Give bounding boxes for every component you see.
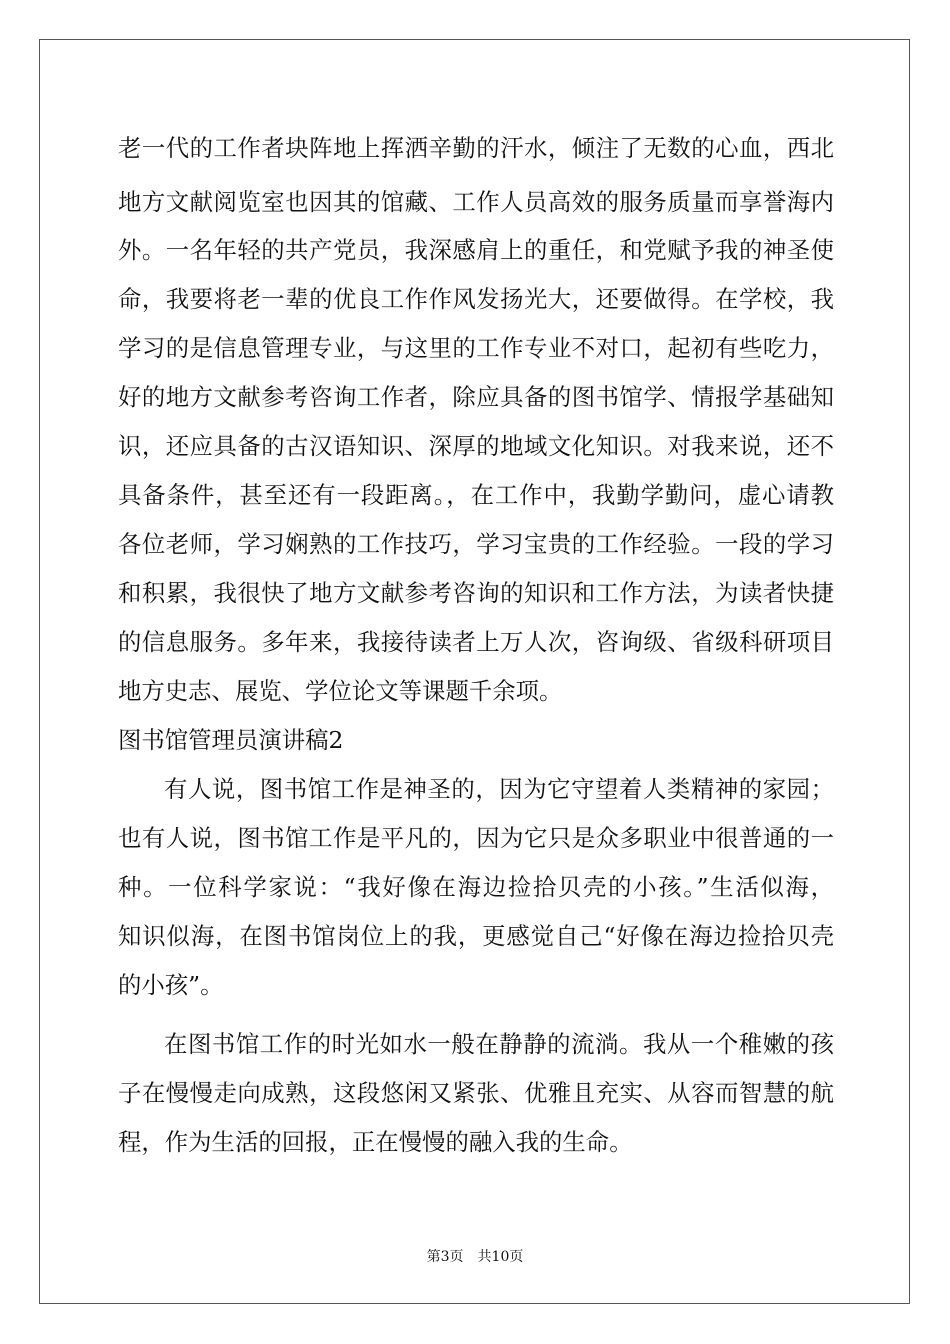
- body-line: 老一代的工作者块阵地上挥洒辛勤的汗水，倾注了无数的心血，西北: [118, 134, 834, 162]
- body-line: 的信息服务。多年来，我接待读者上万人次，咨询级、省级科研项目: [118, 628, 834, 656]
- body-line: 命，我要将老一辈的优良工作作风发扬光大，还要做得。在学校，我: [118, 285, 834, 313]
- body-line: 学习的是信息管理专业，与这里的工作专业不对口，起初有些吃力，: [118, 334, 834, 362]
- body-line: 和积累，我很快了地方文献参考咨询的知识和工作方法，为读者快捷: [118, 579, 834, 607]
- section-heading: 图书馆管理员演讲稿2: [118, 726, 344, 754]
- body-line: 地方史志、展览、学位论文等课题千余项。: [118, 677, 563, 705]
- body-line: 具备条件，甚至还有一段距离。，在工作中，我勤学勤问，虚心请教: [118, 481, 834, 509]
- body-line: 好的地方文献参考咨询工作者，除应具备的图书馆学、情报学基础知: [118, 383, 834, 411]
- page-border: [39, 39, 910, 1304]
- body-line: 种。一位科学家说：“我好像在海边捡拾贝壳的小孩。”生活似海，: [118, 873, 834, 901]
- paragraph-first-line: 有人说，图书馆工作是神圣的，因为它守望着人类精神的家园；: [164, 775, 834, 803]
- paragraph-first-line: 在图书馆工作的时光如水一般在静静的流淌。我从一个稚嫩的孩: [164, 1030, 834, 1058]
- body-line: 地方文献阅览室也因其的馆藏、工作人员高效的服务质量而享誉海内: [118, 188, 834, 216]
- page-number-footer: 第3页 共10页: [426, 1249, 524, 1265]
- body-line: 子在慢慢走向成熟，这段悠闲又紧张、优雅且充实、从容而智慧的航: [118, 1079, 834, 1107]
- body-line: 知识似海，在图书馆岗位上的我，更感觉自己“好像在海边捡拾贝壳: [118, 922, 834, 950]
- body-line: 也有人说，图书馆工作是平凡的，因为它只是众多职业中很普通的一: [118, 824, 834, 852]
- body-line: 识，还应具备的古汉语知识、深厚的地域文化知识。对我来说，还不: [118, 432, 834, 460]
- body-line: 的小孩”。: [118, 971, 224, 999]
- body-line: 各位老师，学习娴熟的工作技巧，学习宝贵的工作经验。一段的学习: [118, 530, 834, 558]
- body-line: 外。一名年轻的共产党员，我深感肩上的重任，和党赋予我的神圣使: [118, 236, 834, 264]
- body-line: 程，作为生活的回报，正在慢慢的融入我的生命。: [118, 1128, 633, 1156]
